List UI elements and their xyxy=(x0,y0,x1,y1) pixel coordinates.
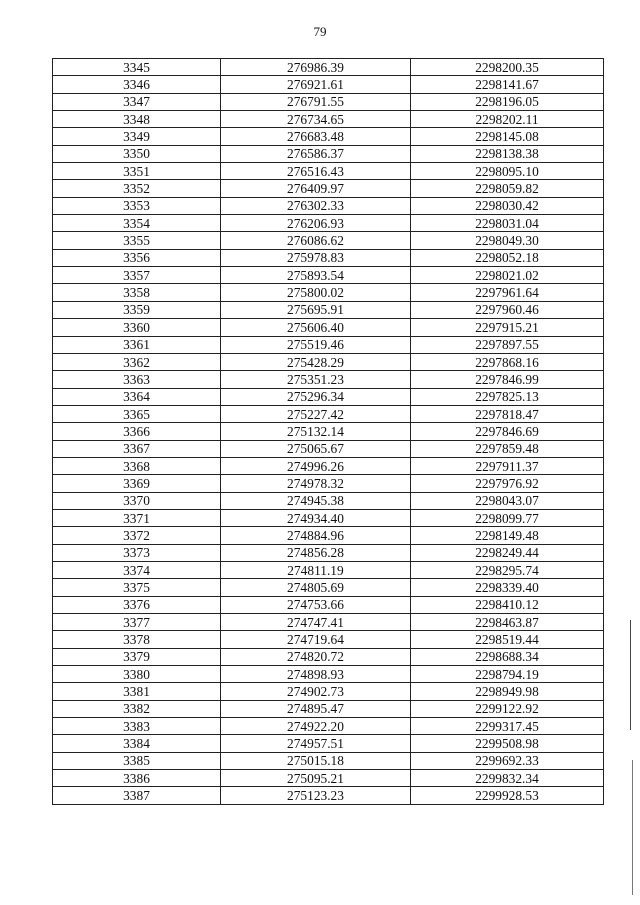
point-number-cell: 3380 xyxy=(53,666,221,683)
y-coordinate-cell: 2298030.42 xyxy=(411,197,604,214)
table-row xyxy=(53,163,604,180)
point-number-cell: 3370 xyxy=(53,492,221,509)
x-coordinate-cell: 275065.67 xyxy=(221,440,411,457)
table-row xyxy=(53,405,604,422)
table-row xyxy=(53,527,604,544)
table-row xyxy=(53,197,604,214)
y-coordinate-cell: 2297911.37 xyxy=(411,457,604,474)
y-coordinate-cell: 2298049.30 xyxy=(411,232,604,249)
x-coordinate-cell: 274957.51 xyxy=(221,735,411,752)
y-coordinate-cell: 2298200.35 xyxy=(411,59,604,76)
table-row xyxy=(53,249,604,266)
x-coordinate-cell: 274945.38 xyxy=(221,492,411,509)
point-number-cell: 3351 xyxy=(53,163,221,180)
y-coordinate-cell: 2298295.74 xyxy=(411,561,604,578)
x-coordinate-cell: 276206.93 xyxy=(221,215,411,232)
x-coordinate-cell: 274996.26 xyxy=(221,457,411,474)
x-coordinate-cell: 274753.66 xyxy=(221,596,411,613)
x-coordinate-cell: 275800.02 xyxy=(221,284,411,301)
y-coordinate-cell: 2298145.08 xyxy=(411,128,604,145)
x-coordinate-cell: 275606.40 xyxy=(221,319,411,336)
coordinates-table-body xyxy=(53,59,604,805)
point-number-cell: 3347 xyxy=(53,93,221,110)
y-coordinate-cell: 2299832.34 xyxy=(411,770,604,787)
y-coordinate-cell: 2298410.12 xyxy=(411,596,604,613)
table-row xyxy=(53,76,604,93)
x-coordinate-cell: 275893.54 xyxy=(221,267,411,284)
table-row xyxy=(53,232,604,249)
table-row xyxy=(53,128,604,145)
point-number-cell: 3371 xyxy=(53,509,221,526)
y-coordinate-cell: 2298095.10 xyxy=(411,163,604,180)
point-number-cell: 3377 xyxy=(53,614,221,631)
point-number-cell: 3361 xyxy=(53,336,221,353)
table-row xyxy=(53,423,604,440)
y-coordinate-cell: 2297825.13 xyxy=(411,388,604,405)
x-coordinate-cell: 274747.41 xyxy=(221,614,411,631)
table-row xyxy=(53,735,604,752)
y-coordinate-cell: 2297961.64 xyxy=(411,284,604,301)
table-row xyxy=(53,648,604,665)
y-coordinate-cell: 2299122.92 xyxy=(411,700,604,717)
x-coordinate-cell: 276086.62 xyxy=(221,232,411,249)
x-coordinate-cell: 276516.43 xyxy=(221,163,411,180)
table-row xyxy=(53,59,604,76)
x-coordinate-cell: 274922.20 xyxy=(221,718,411,735)
point-number-cell: 3369 xyxy=(53,475,221,492)
point-number-cell: 3357 xyxy=(53,267,221,284)
table-row xyxy=(53,770,604,787)
table-row xyxy=(53,700,604,717)
point-number-cell: 3360 xyxy=(53,319,221,336)
x-coordinate-cell: 274856.28 xyxy=(221,544,411,561)
point-number-cell: 3362 xyxy=(53,353,221,370)
table-row xyxy=(53,666,604,683)
x-coordinate-cell: 276586.37 xyxy=(221,145,411,162)
point-number-cell: 3363 xyxy=(53,371,221,388)
table-row xyxy=(53,284,604,301)
table-row xyxy=(53,145,604,162)
point-number-cell: 3350 xyxy=(53,145,221,162)
point-number-cell: 3384 xyxy=(53,735,221,752)
x-coordinate-cell: 274820.72 xyxy=(221,648,411,665)
y-coordinate-cell: 2298043.07 xyxy=(411,492,604,509)
table-row xyxy=(53,180,604,197)
x-coordinate-cell: 275015.18 xyxy=(221,752,411,769)
x-coordinate-cell: 274898.93 xyxy=(221,666,411,683)
x-coordinate-cell: 274895.47 xyxy=(221,700,411,717)
x-coordinate-cell: 276791.55 xyxy=(221,93,411,110)
x-coordinate-cell: 275428.29 xyxy=(221,353,411,370)
table-row xyxy=(53,353,604,370)
y-coordinate-cell: 2298031.04 xyxy=(411,215,604,232)
point-number-cell: 3381 xyxy=(53,683,221,700)
table-row xyxy=(53,93,604,110)
table-row xyxy=(53,544,604,561)
table-row xyxy=(53,267,604,284)
y-coordinate-cell: 2298949.98 xyxy=(411,683,604,700)
point-number-cell: 3355 xyxy=(53,232,221,249)
point-number-cell: 3373 xyxy=(53,544,221,561)
y-coordinate-cell: 2298138.38 xyxy=(411,145,604,162)
point-number-cell: 3365 xyxy=(53,405,221,422)
table-row xyxy=(53,440,604,457)
x-coordinate-cell: 275123.23 xyxy=(221,787,411,804)
point-number-cell: 3349 xyxy=(53,128,221,145)
table-row xyxy=(53,111,604,128)
point-number-cell: 3348 xyxy=(53,111,221,128)
y-coordinate-cell: 2298149.48 xyxy=(411,527,604,544)
x-coordinate-cell: 274978.32 xyxy=(221,475,411,492)
table-row xyxy=(53,787,604,804)
x-coordinate-cell: 276986.39 xyxy=(221,59,411,76)
point-number-cell: 3374 xyxy=(53,561,221,578)
table-row xyxy=(53,718,604,735)
y-coordinate-cell: 2298141.67 xyxy=(411,76,604,93)
scan-edge-mark xyxy=(630,620,631,730)
point-number-cell: 3382 xyxy=(53,700,221,717)
point-number-cell: 3383 xyxy=(53,718,221,735)
y-coordinate-cell: 2297846.69 xyxy=(411,423,604,440)
point-number-cell: 3354 xyxy=(53,215,221,232)
table-row xyxy=(53,596,604,613)
point-number-cell: 3352 xyxy=(53,180,221,197)
point-number-cell: 3386 xyxy=(53,770,221,787)
coordinates-table xyxy=(52,58,604,805)
y-coordinate-cell: 2298688.34 xyxy=(411,648,604,665)
point-number-cell: 3364 xyxy=(53,388,221,405)
point-number-cell: 3359 xyxy=(53,301,221,318)
table-row xyxy=(53,683,604,700)
x-coordinate-cell: 276302.33 xyxy=(221,197,411,214)
y-coordinate-cell: 2297868.16 xyxy=(411,353,604,370)
x-coordinate-cell: 274811.19 xyxy=(221,561,411,578)
page-number: 79 xyxy=(313,24,327,39)
x-coordinate-cell: 274884.96 xyxy=(221,527,411,544)
point-number-cell: 3368 xyxy=(53,457,221,474)
x-coordinate-cell: 275227.42 xyxy=(221,405,411,422)
table-row xyxy=(53,457,604,474)
point-number-cell: 3345 xyxy=(53,59,221,76)
point-number-cell: 3367 xyxy=(53,440,221,457)
y-coordinate-cell: 2298249.44 xyxy=(411,544,604,561)
table-row xyxy=(53,614,604,631)
x-coordinate-cell: 275519.46 xyxy=(221,336,411,353)
table-row xyxy=(53,215,604,232)
x-coordinate-cell: 274719.64 xyxy=(221,631,411,648)
x-coordinate-cell: 276683.48 xyxy=(221,128,411,145)
y-coordinate-cell: 2298519.44 xyxy=(411,631,604,648)
table-row xyxy=(53,336,604,353)
point-number-cell: 3358 xyxy=(53,284,221,301)
table-row xyxy=(53,319,604,336)
table-row xyxy=(53,475,604,492)
y-coordinate-cell: 2299692.33 xyxy=(411,752,604,769)
x-coordinate-cell: 275296.34 xyxy=(221,388,411,405)
table-row xyxy=(53,752,604,769)
point-number-cell: 3379 xyxy=(53,648,221,665)
y-coordinate-cell: 2298196.05 xyxy=(411,93,604,110)
point-number-cell: 3346 xyxy=(53,76,221,93)
x-coordinate-cell: 274902.73 xyxy=(221,683,411,700)
point-number-cell: 3366 xyxy=(53,423,221,440)
scan-edge-mark xyxy=(632,760,633,895)
y-coordinate-cell: 2297915.21 xyxy=(411,319,604,336)
y-coordinate-cell: 2298021.02 xyxy=(411,267,604,284)
y-coordinate-cell: 2297846.99 xyxy=(411,371,604,388)
y-coordinate-cell: 2297976.92 xyxy=(411,475,604,492)
point-number-cell: 3385 xyxy=(53,752,221,769)
y-coordinate-cell: 2298052.18 xyxy=(411,249,604,266)
x-coordinate-cell: 276409.97 xyxy=(221,180,411,197)
x-coordinate-cell: 275695.91 xyxy=(221,301,411,318)
x-coordinate-cell: 276921.61 xyxy=(221,76,411,93)
x-coordinate-cell: 275095.21 xyxy=(221,770,411,787)
x-coordinate-cell: 276734.65 xyxy=(221,111,411,128)
y-coordinate-cell: 2297818.47 xyxy=(411,405,604,422)
table-row xyxy=(53,492,604,509)
table-row xyxy=(53,388,604,405)
point-number-cell: 3375 xyxy=(53,579,221,596)
table-row xyxy=(53,579,604,596)
point-number-cell: 3356 xyxy=(53,249,221,266)
y-coordinate-cell: 2298339.40 xyxy=(411,579,604,596)
y-coordinate-cell: 2298463.87 xyxy=(411,614,604,631)
y-coordinate-cell: 2299317.45 xyxy=(411,718,604,735)
x-coordinate-cell: 274934.40 xyxy=(221,509,411,526)
point-number-cell: 3372 xyxy=(53,527,221,544)
point-number-cell: 3378 xyxy=(53,631,221,648)
y-coordinate-cell: 2299928.53 xyxy=(411,787,604,804)
y-coordinate-cell: 2297897.55 xyxy=(411,336,604,353)
y-coordinate-cell: 2298202.11 xyxy=(411,111,604,128)
point-number-cell: 3353 xyxy=(53,197,221,214)
table-row xyxy=(53,561,604,578)
x-coordinate-cell: 275351.23 xyxy=(221,371,411,388)
y-coordinate-cell: 2298794.19 xyxy=(411,666,604,683)
table-row xyxy=(53,301,604,318)
y-coordinate-cell: 2297859.48 xyxy=(411,440,604,457)
point-number-cell: 3387 xyxy=(53,787,221,804)
table-row xyxy=(53,371,604,388)
x-coordinate-cell: 275978.83 xyxy=(221,249,411,266)
y-coordinate-cell: 2298099.77 xyxy=(411,509,604,526)
y-coordinate-cell: 2299508.98 xyxy=(411,735,604,752)
y-coordinate-cell: 2298059.82 xyxy=(411,180,604,197)
y-coordinate-cell: 2297960.46 xyxy=(411,301,604,318)
table-row xyxy=(53,631,604,648)
x-coordinate-cell: 275132.14 xyxy=(221,423,411,440)
table-row xyxy=(53,509,604,526)
point-number-cell: 3376 xyxy=(53,596,221,613)
x-coordinate-cell: 274805.69 xyxy=(221,579,411,596)
